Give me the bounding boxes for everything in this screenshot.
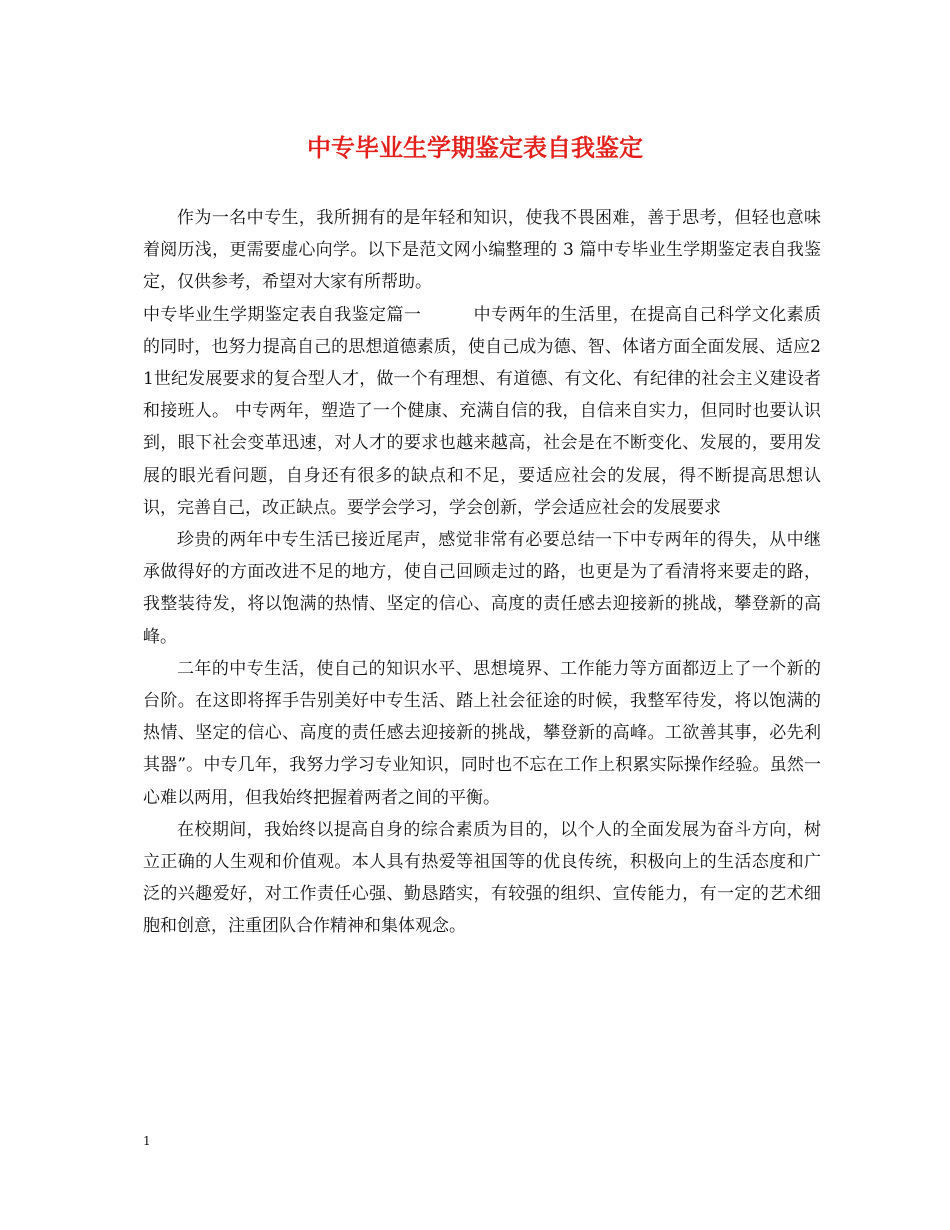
section-first-paragraph: 中专两年的生活里，在提高自己科学文化素质的同时，也努力提高自己的思想道德素质，使自己成为德、智、体诸方面全面发展、适应21世纪发展要求的复合型人才，做一个有理想、有道德、有文化、有纪律的社会主义建设者和接班人。 中专两年，塑造了一个健康、充满自信的我，自信来自实力，但同时也要认识到，眼下社会变革迅速，对人才的要求也越来越高，社会是在不断变化、发展的，要用发展的眼光看问题，自身还有很多的缺点和不足，要适应社会的发展，得不断提高思想认识，完善自己，改正缺点。要学会学习，学会创新，学会适应社会的发展要求 xyxy=(143,304,822,518)
body-paragraph: 二年的中专生活，使自己的知识水平、思想境界、工作能力等方面都迈上了一个新的台阶。在这即将挥手告别美好中专生活、踏上社会征途的时候，我整军待发，将以饱满的热情、坚定的信心、高度的责任感去迎接新的挑战，攀登新的高峰。工欲善其事，必先利其器”。中专几年，我努力学习专业知识，同时也不忘在工作上积累实际操作经验。虽然一心难以两用，但我始终把握着两者之间的平衡。 xyxy=(143,658,821,808)
body-paragraph: 在校期间，我始终以提高自身的综合素质为目的，以个人的全面发展为奋斗方向，树立正确的人生观和价值观。本人具有热爱等祖国等的优良传统，积极向上的生活态度和广泛的兴趣爱好，对工作责任心强、勤恳踏实，有较强的组织、宣传能力，有一定的艺术细胞和创意，注重团队合作精神和集体观念。 xyxy=(143,819,821,937)
document-title: 中专毕业生学期鉴定表自我鉴定 xyxy=(307,133,643,162)
section-one xyxy=(143,299,821,524)
section-heading: 中专毕业生学期鉴定表自我鉴定篇一 xyxy=(143,304,422,325)
document-body xyxy=(143,202,821,943)
intro-paragraph: 作为一名中专生，我所拥有的是年轻和知识，使我不畏困难，善于思考，但轻也意味着阅历浅，更需要虚心向学。以下是范文网小编整理的 3 篇中专毕业生学期鉴定表自我鉴定，仅供参考，希望对大家有所帮助。 xyxy=(143,208,821,293)
body-paragraph: 珍贵的两年中专生活已接近尾声，感觉非常有必要总结一下中专两年的得失，从中继承做得好的方面改进不足的地方，使自己回顾走过的路，也更是为了看清将来要走的路，我整装待发，将以饱满的热情、坚定的信心、高度的责任感去迎接新的挑战，攀登新的高峰。 xyxy=(143,530,821,647)
page-number: 1 xyxy=(143,1134,151,1148)
